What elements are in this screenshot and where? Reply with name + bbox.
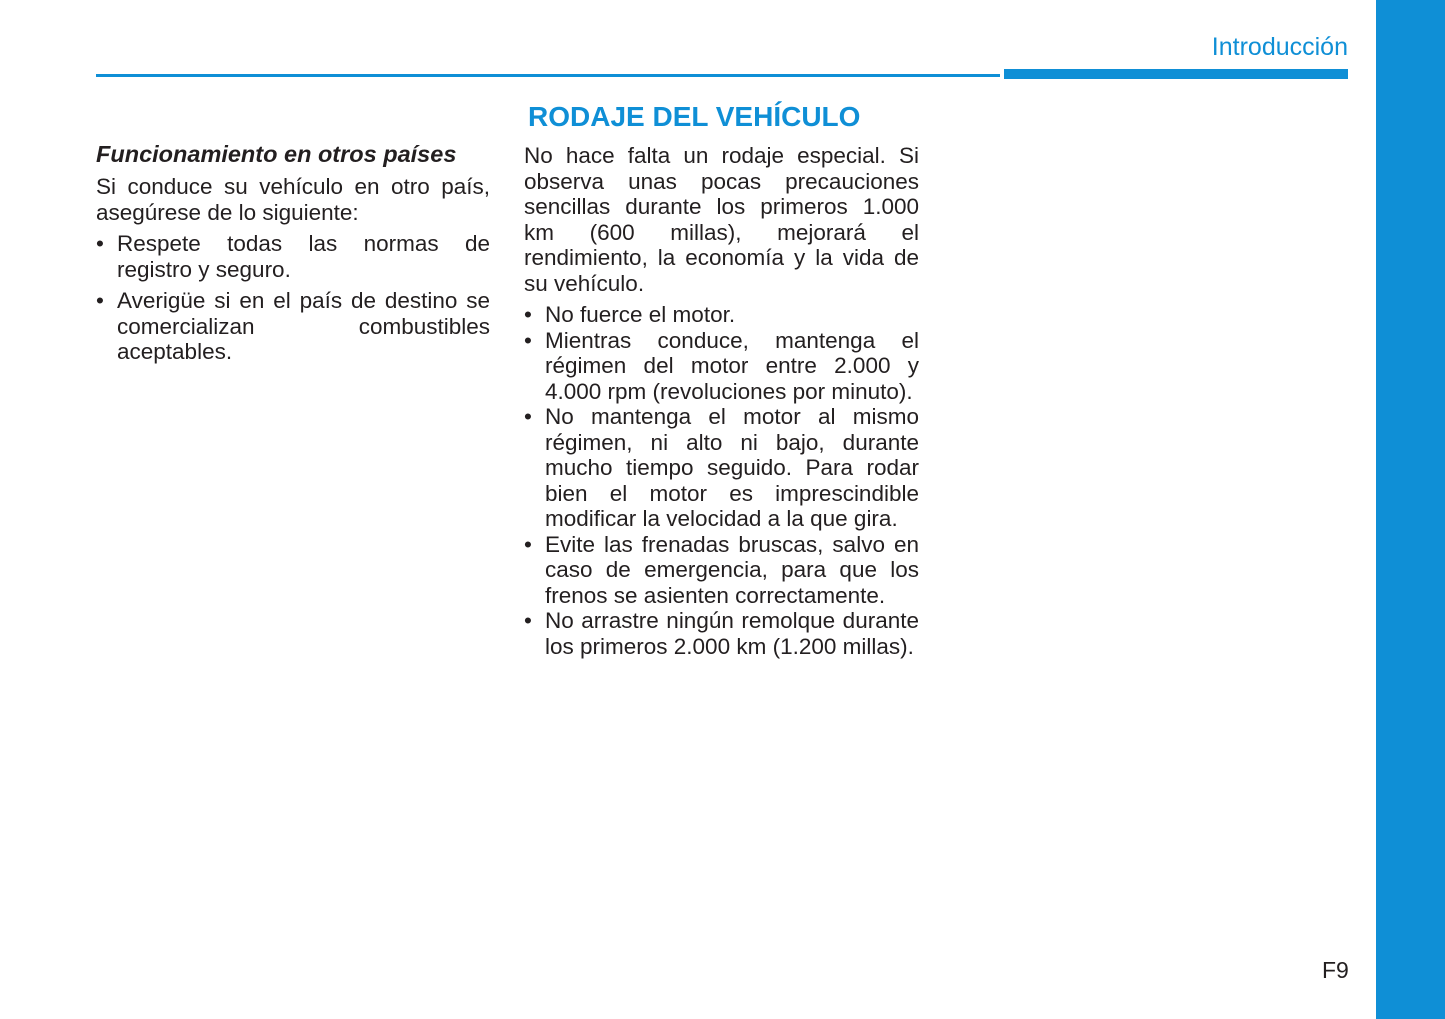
chapter-side-tab bbox=[1376, 0, 1445, 1019]
heading-break-in: RODAJE DEL VEHÍCULO bbox=[528, 101, 861, 132]
list-item-text: No arrastre ningún remolque durante los primeros 2.000 km (1.200 millas). bbox=[545, 608, 919, 659]
bullet-icon: • bbox=[524, 404, 532, 429]
list-item bbox=[96, 288, 490, 365]
bullet-icon: • bbox=[524, 608, 532, 633]
list-item-text: Evite las frenadas bruscas, salvo en caso de emergencia, para que los frenos se asienten correctamente. bbox=[545, 531, 919, 608]
paragraph-break-in: No hace falta un rodaje especial. Si observa unas pocas precauciones sencillas durante los primeros 1.000 km (600 millas), mejorará el rendimiento, la economía y la vida de su vehículo. bbox=[524, 143, 919, 296]
list-item bbox=[524, 608, 919, 659]
bullet-list-break-in bbox=[524, 302, 919, 659]
bullet-icon: • bbox=[96, 231, 104, 256]
list-item-text: Mientras conduce, mantenga el régimen del motor entre 2.000 y 4.000 rpm (revoluciones por minuto). bbox=[545, 327, 919, 404]
right-column bbox=[524, 101, 919, 659]
list-item bbox=[524, 532, 919, 609]
bullet-icon: • bbox=[96, 288, 104, 313]
section-title: Introducción bbox=[1211, 33, 1348, 61]
page-number: F9 bbox=[1322, 957, 1349, 983]
list-item bbox=[524, 404, 919, 532]
list-item bbox=[524, 328, 919, 405]
subheading-other-countries: Funcionamiento en otros países bbox=[96, 141, 457, 167]
paragraph-other-countries: Si conduce su vehículo en otro país, asegúrese de lo siguiente: bbox=[96, 174, 490, 225]
list-item-text: No fuerce el motor. bbox=[545, 302, 736, 327]
bullet-icon: • bbox=[524, 327, 532, 353]
list-item-text: No mantenga el motor al mismo régimen, ni alto ni bajo, durante mucho tiempo seguido. Para rodar bien el motor es imprescindible modificar la velocidad a la que gira. bbox=[545, 404, 919, 531]
list-item bbox=[524, 302, 919, 328]
bullet-icon: • bbox=[524, 531, 532, 557]
bullet-icon: • bbox=[524, 302, 532, 327]
list-item bbox=[96, 231, 490, 282]
left-column bbox=[96, 140, 490, 371]
list-item-text: Respete todas las normas de registro y seguro. bbox=[117, 231, 490, 282]
header-rule-accent bbox=[1004, 69, 1348, 79]
bullet-list-other-countries bbox=[96, 231, 490, 365]
header-rule bbox=[96, 74, 1000, 77]
list-item-text: Averigüe si en el país de destino se comercializan combustibles aceptables. bbox=[117, 288, 490, 364]
